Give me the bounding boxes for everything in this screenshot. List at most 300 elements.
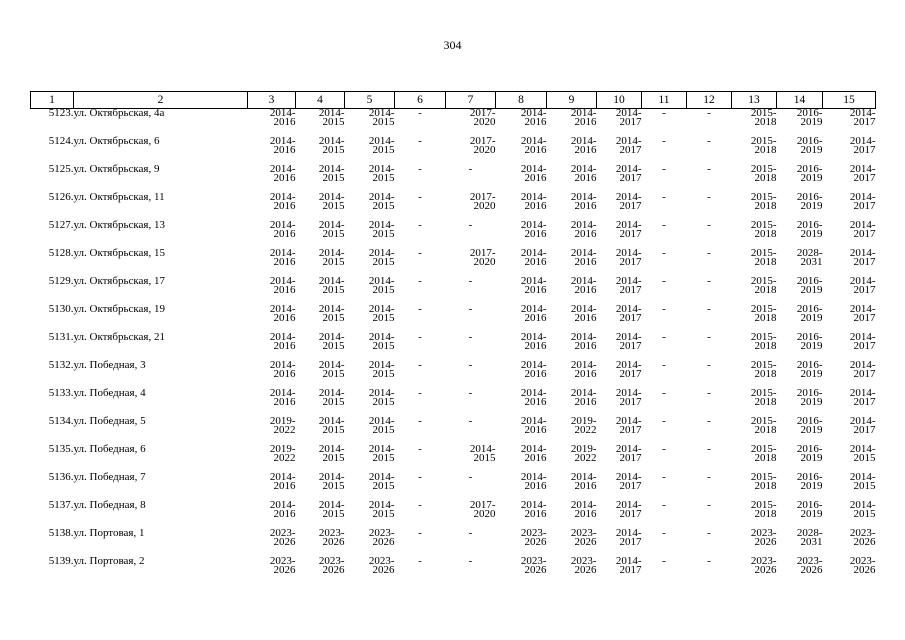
column-header: 5 [345,92,395,109]
period-cell [597,333,642,361]
period-cell [345,473,395,501]
period-cell [296,165,345,193]
year-text: 2017 [853,116,876,128]
address-cell: ул. Победная, 4 [73,387,146,399]
column-header: 8 [496,92,547,109]
period-cell [345,305,395,333]
year-text: 2014- [615,219,642,231]
year-text: 2020 [473,508,496,520]
year-text: 2026 [524,564,547,576]
year-text: 2014- [615,275,642,287]
year-text: 2014- [368,163,395,175]
year-text: 2023- [570,527,597,539]
address-cell: ул. Октябрьская, 17 [73,275,165,287]
period-cell [496,473,547,501]
year-text: 2014- [520,387,547,399]
period-cell [823,165,876,193]
year-text: 2020 [473,200,496,212]
year-text: 2015- [750,135,777,147]
year-text: 2015 [322,116,345,128]
year-text: 2014- [520,499,547,511]
year-text: 2014- [615,135,642,147]
empty-period-cell: - [418,219,422,231]
period-cell [777,473,823,501]
period-cell [296,249,345,277]
year-text: 2015 [322,312,345,324]
period-cell [248,529,296,557]
year-text: 2014- [570,219,597,231]
year-text: 2016- [796,471,823,483]
period-cell [547,165,597,193]
year-text: 2015 [372,116,395,128]
year-text: 2018 [754,508,777,520]
period-cell [547,221,597,249]
empty-period-cell: - [468,303,473,315]
year-text: 2019 [800,396,823,408]
row-number: 5130. [48,303,74,315]
year-text: 2014- [520,415,547,427]
period-cell [823,193,876,221]
year-text: 2017 [619,508,642,520]
period-cell [345,389,395,417]
period-cell [296,221,345,249]
year-text: 2026 [322,536,345,548]
year-text: 2015 [372,424,395,436]
period-cell [732,333,777,361]
year-text: 2014- [269,191,296,203]
period-cell [597,473,642,501]
year-text: 2014- [615,471,642,483]
year-text: 2016 [273,228,296,240]
year-text: 2014- [615,555,642,567]
year-text: 2018 [754,144,777,156]
year-text: 2017 [853,340,876,352]
year-text: 2016- [796,191,823,203]
year-text: 2014- [520,471,547,483]
period-cell [345,417,395,445]
period-cell [296,305,345,333]
period-cell [547,445,597,473]
period-cell [777,193,823,221]
year-text: 2017 [619,480,642,492]
address-cell: ул. Победная, 8 [73,499,146,511]
empty-period-cell: - [418,527,422,539]
row-number: 5132. [48,359,74,371]
period-cell [777,361,823,389]
year-text: 2014- [615,247,642,259]
address-cell: ул. Октябрьская, 9 [73,163,160,175]
empty-period-cell: - [707,359,711,371]
year-text: 2022 [273,424,296,436]
year-text: 2014- [849,247,876,259]
year-text: 2017- [469,499,496,511]
year-text: 2015 [322,480,345,492]
year-text: 2014- [849,135,876,147]
period-cell [296,529,345,557]
year-text: 2026 [574,536,597,548]
period-cell [597,277,642,305]
year-text: 2026 [273,536,296,548]
year-text: 2017 [853,144,876,156]
column-header: 11 [642,92,687,109]
empty-period-cell: - [418,247,422,259]
year-text: 2014- [570,107,597,119]
year-text: 2023- [796,555,823,567]
row-number: 5134. [48,415,74,427]
empty-period-cell: - [418,303,422,315]
year-text: 2015 [322,340,345,352]
period-cell [777,529,823,557]
year-text: 2017 [619,312,642,324]
year-text: 2016 [574,340,597,352]
empty-period-cell: - [418,275,422,287]
empty-period-cell: - [468,359,473,371]
period-cell [823,333,876,361]
year-text: 2017 [619,284,642,296]
period-cell [248,109,296,138]
period-cell [823,361,876,389]
year-text: 2014- [849,499,876,511]
period-cell [296,137,345,165]
year-text: 2028- [796,247,823,259]
year-text: 2016 [273,312,296,324]
period-cell [597,137,642,165]
empty-period-cell: - [418,163,422,175]
period-cell [345,221,395,249]
period-cell [597,165,642,193]
year-text: 2014- [849,303,876,315]
year-text: 2026 [754,536,777,548]
year-text: 2014- [570,471,597,483]
year-text: 2019 [800,424,823,436]
period-cell [597,389,642,417]
period-cell [547,473,597,501]
period-cell [547,333,597,361]
period-cell [777,221,823,249]
year-text: 2018 [754,480,777,492]
year-text: 2019 [800,452,823,464]
year-text: 2014- [269,303,296,315]
period-cell [597,417,642,445]
year-text: 2014- [368,387,395,399]
year-text: 2014- [849,331,876,343]
period-cell [597,249,642,277]
table-row [31,417,876,445]
year-text: 2016- [796,135,823,147]
row-number: 5123. [48,107,74,119]
year-text: 2014- [269,499,296,511]
column-header: 15 [823,92,876,109]
period-cell [597,193,642,221]
period-cell [732,249,777,277]
year-text: 2019 [800,312,823,324]
period-cell [446,109,496,138]
year-text: 2014- [269,219,296,231]
period-cell [823,501,876,529]
period-cell [732,277,777,305]
year-text: 2016 [524,368,547,380]
year-text: 2018 [754,256,777,268]
address-cell: ул. Октябрьская, 19 [73,303,165,315]
year-text: 2016 [524,172,547,184]
empty-period-cell: - [418,499,422,511]
year-text: 2016 [524,256,547,268]
year-text: 2017 [619,200,642,212]
column-header: 2 [74,92,248,109]
period-cell [823,109,876,138]
period-cell [547,305,597,333]
year-text: 2018 [754,228,777,240]
year-text: 2022 [574,452,597,464]
column-header: 1 [31,92,74,109]
table-row [31,249,876,277]
year-text: 2017- [469,135,496,147]
empty-period-cell: - [662,359,666,371]
year-text: 2014- [615,331,642,343]
column-header: 3 [248,92,296,109]
year-text: 2016 [524,424,547,436]
empty-period-cell: - [707,331,711,343]
year-text: 2014- [318,499,345,511]
empty-period-cell: - [662,555,666,567]
row-number: 5135. [48,443,74,455]
year-text: 2014- [318,359,345,371]
period-cell [777,305,823,333]
table-row [31,221,876,249]
year-text: 2023- [269,527,296,539]
year-text: 2015 [853,480,876,492]
year-text: 2014- [318,219,345,231]
row-number: 5139. [48,555,74,567]
year-text: 2016 [524,340,547,352]
period-cell [296,361,345,389]
empty-period-cell: - [662,135,666,147]
table-row [31,389,876,417]
period-cell [296,445,345,473]
year-text: 2014- [469,443,496,455]
empty-period-cell: - [418,415,422,427]
column-header: 7 [446,92,496,109]
empty-period-cell: - [662,415,666,427]
column-header: 9 [547,92,597,109]
table-row [31,445,876,473]
year-text: 2020 [473,116,496,128]
year-text: 2015 [372,396,395,408]
year-text: 2017- [469,107,496,119]
empty-period-cell: - [418,331,422,343]
year-text: 2014- [615,191,642,203]
period-cell [296,557,345,585]
page-number: 304 [443,38,462,52]
period-cell [823,389,876,417]
period-cell [296,501,345,529]
period-cell [823,249,876,277]
year-text: 2016 [574,228,597,240]
empty-period-cell: - [707,555,711,567]
year-text: 2018 [754,340,777,352]
year-text: 2016 [273,368,296,380]
year-text: 2019 [800,508,823,520]
year-text: 2014- [570,191,597,203]
year-text: 2014- [849,275,876,287]
year-text: 2016 [273,396,296,408]
year-text: 2019 [800,172,823,184]
period-cell [732,165,777,193]
year-text: 2023- [520,527,547,539]
period-cell [496,333,547,361]
year-text: 2015- [750,499,777,511]
year-text: 2014- [520,275,547,287]
period-cell [496,109,547,138]
year-text: 2014- [849,191,876,203]
address-cell: ул. Победная, 3 [73,359,146,371]
row-number: 5128. [48,247,74,259]
year-text: 2014- [269,275,296,287]
year-text: 2016 [273,200,296,212]
year-text: 2014- [849,107,876,119]
year-text: 2015- [750,247,777,259]
year-text: 2016- [796,359,823,371]
empty-period-cell: - [468,163,473,175]
year-text: 2015- [750,191,777,203]
year-text: 2014- [570,247,597,259]
period-cell [597,557,642,585]
year-text: 2014- [368,107,395,119]
period-cell [345,529,395,557]
empty-period-cell: - [468,331,473,343]
year-text: 2019 [800,368,823,380]
year-text: 2015 [372,284,395,296]
empty-period-cell: - [418,135,422,147]
year-text: 2015- [750,387,777,399]
year-text: 2016 [273,508,296,520]
year-text: 2015 [372,368,395,380]
year-text: 2015- [750,303,777,315]
period-cell [823,417,876,445]
year-text: 2014- [849,387,876,399]
year-text: 2014- [570,359,597,371]
empty-period-cell: - [468,555,473,567]
year-text: 2019- [570,443,597,455]
period-cell [446,249,496,277]
year-text: 2016 [574,312,597,324]
year-text: 2014- [368,499,395,511]
year-text: 2014- [520,191,547,203]
year-text: 2023- [269,555,296,567]
year-text: 2023- [318,555,345,567]
year-text: 2014- [520,163,547,175]
year-text: 2014- [318,443,345,455]
table-row [31,557,876,585]
period-cell [732,557,777,585]
year-text: 2023- [750,527,777,539]
period-cell [296,277,345,305]
year-text: 2014- [368,191,395,203]
year-text: 2017 [619,368,642,380]
year-text: 2014- [615,527,642,539]
year-text: 2014- [368,219,395,231]
year-text: 2022 [273,452,296,464]
period-cell [296,417,345,445]
period-cell [345,193,395,221]
column-header: 4 [296,92,345,109]
period-cell [547,389,597,417]
address-cell: ул. Октябрьская, 15 [73,247,165,259]
year-text: 2015 [853,508,876,520]
table-body [31,109,876,586]
period-cell [823,473,876,501]
year-text: 2014- [368,135,395,147]
year-text: 2016- [796,107,823,119]
period-cell [547,417,597,445]
year-text: 2014- [318,303,345,315]
period-cell [496,557,547,585]
year-text: 2019- [269,443,296,455]
period-cell [296,389,345,417]
year-text: 2014- [615,415,642,427]
address-cell: ул. Октябрьская, 13 [73,219,165,231]
year-text: 2014- [615,107,642,119]
year-text: 2016 [273,340,296,352]
year-text: 2026 [853,564,876,576]
year-text: 2014- [269,247,296,259]
year-text: 2019 [800,284,823,296]
period-cell [597,361,642,389]
period-cell [597,501,642,529]
year-text: 2019 [800,116,823,128]
period-cell [597,305,642,333]
empty-period-cell: - [418,107,422,119]
year-text: 2017 [853,396,876,408]
period-cell [777,417,823,445]
period-cell [248,221,296,249]
year-text: 2022 [574,424,597,436]
year-text: 2016- [796,415,823,427]
year-text: 2015 [372,508,395,520]
year-text: 2023- [318,527,345,539]
row-number: 5137. [48,499,74,511]
address-cell: ул. Победная, 5 [73,415,146,427]
period-cell [823,277,876,305]
empty-period-cell: - [707,275,711,287]
period-cell [248,193,296,221]
period-cell [777,249,823,277]
empty-period-cell: - [662,163,666,175]
year-text: 2015 [322,452,345,464]
table-row [31,165,876,193]
year-text: 2014- [615,303,642,315]
year-text: 2015- [750,107,777,119]
empty-period-cell: - [662,303,666,315]
period-cell [547,361,597,389]
empty-period-cell: - [468,471,473,483]
year-text: 2015 [372,172,395,184]
year-text: 2016- [796,275,823,287]
column-header: 10 [597,92,642,109]
year-text: 2014- [368,331,395,343]
empty-period-cell: - [707,443,711,455]
period-cell [248,277,296,305]
row-number: 5125. [48,163,74,175]
year-text: 2023- [849,527,876,539]
period-cell [345,361,395,389]
row-number: 5131. [48,331,74,343]
year-text: 2014- [570,331,597,343]
year-text: 2015 [322,396,345,408]
empty-period-cell: - [662,219,666,231]
row-number: 5136. [48,471,74,483]
empty-period-cell: - [707,387,711,399]
